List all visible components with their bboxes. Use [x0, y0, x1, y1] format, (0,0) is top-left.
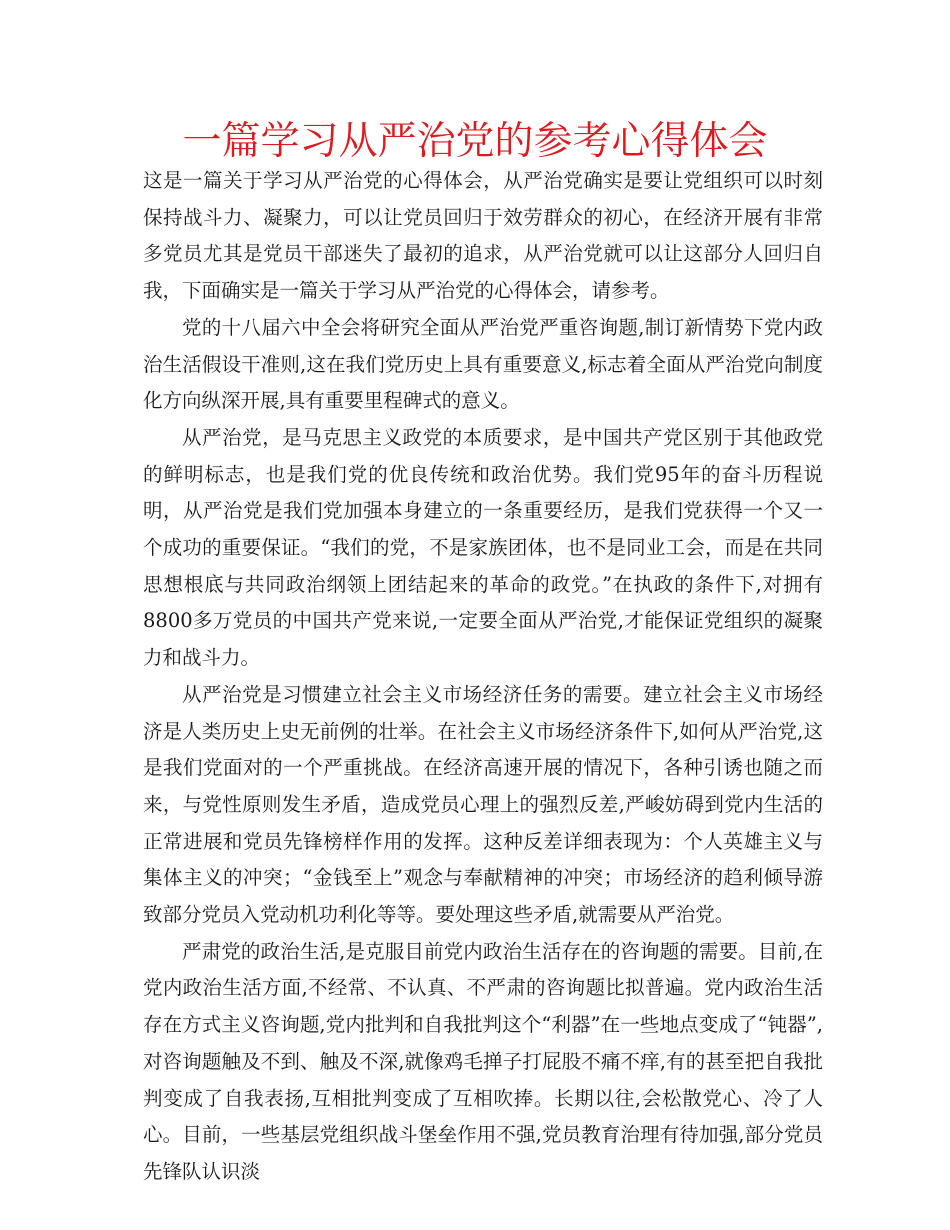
paragraph-3: 从严治党，是马克思主义政党的本质要求，是中国共产党区别于其他政党的鲜明标志，也是我们党的优良传统和政治优势。我们党95年的奋斗历程说明，从严治党是我们党加强本身建立的一条重要经历，是我们党获得一个又一个成功的重要保证。“我们的党，不是家族团体，也不是同业工会，而是在共同思想根底与共同政治纲领上团结起来的革命的政党。”在执政的条件下,对拥有8800多万党员的中国共产党来说,一定要全面从严治党,才能保证党组织的凝聚力和战斗力。: [143, 425, 823, 670]
paragraph-4: 从严治党是习惯建立社会主义市场经济任务的需要。建立社会主义市场经济是人类历史上史无前例的壮举。在社会主义市场经济条件下,如何从严治党,这是我们党面对的一个严重挑战。在经济高速开展的情况下，各种引诱也随之而来，与党性原则发生矛盾，造成党员心理上的强烈反差,严峻妨碍到党内生活的正常进展和党员先锋榜样作用的发挥。这种反差详细表现为：个人英雄主义与集体主义的冲突；“金钱至上”观念与奉献精神的冲突；市场经济的趋利倾导游致部分党员入党动机功利化等等。要处理这些矛盾,就需要从严治党。: [143, 682, 823, 927]
paragraph-2: 党的十八届六中全会将研究全面从严治党严重咨询题,制订新情势下党内政治生活假设干准则,这在我们党历史上具有重要意义,标志着全面从严治党向制度化方向纵深开展,具有重要里程碑式的意义。: [143, 315, 823, 413]
paragraph-intro: 这是一篇关于学习从严治党的心得体会，从严治党确实是要让党组织可以时刻保持战斗力、凝聚力，可以让党员回归于效劳群众的初心，在经济开展有非常多党员尤其是党员干部迷失了最初的追求，从严治党就可以让这部分人回归自我，下面确实是一篇关于学习从严治党的心得体会，请参考。: [143, 169, 823, 303]
document-body: [143, 163, 823, 1191]
paragraph-5: 严肃党的政治生活,是克服目前党内政治生活存在的咨询题的需要。目前,在党内政治生活方面,不经常、不认真、不严肃的咨询题比拟普遍。党内政治生活存在方式主义咨询题,党内批判和自我批判这个“利器”在一些地点变成了“钝器”,对咨询题触及不到、触及不深,就像鸡毛掸子打屁股不痛不痒,有的甚至把自我批判变成了自我表扬,互相批判变成了互相吹捧。长期以往,会松散党心、冷了人心。目前，一些基层党组织战斗堡垒作用不强,党员教育治理有待加强,部分党员先锋队认识淡: [143, 939, 823, 1183]
document-title: 一篇学习从严治党的参考心得体会: [182, 119, 768, 164]
